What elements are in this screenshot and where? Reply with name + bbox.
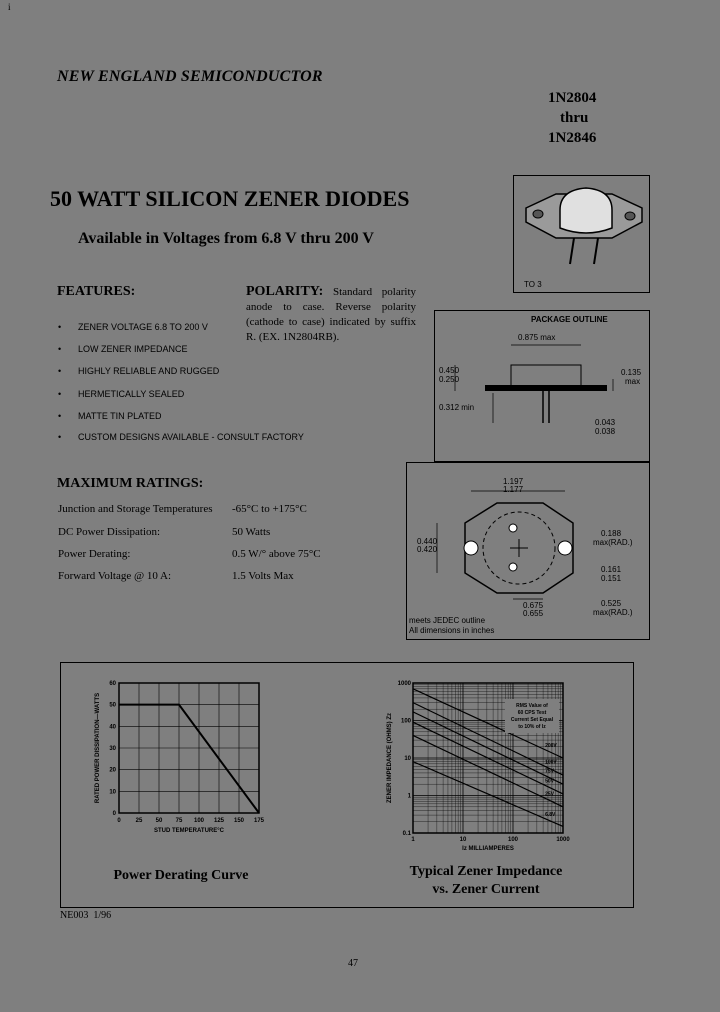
dim-body-rad-label: max(RAD.) bbox=[593, 608, 633, 617]
dim-top-width: 0.875 max bbox=[518, 333, 556, 342]
page-title: 50 WATT SILICON ZENER DIODES bbox=[50, 186, 410, 211]
part-number-to: 1N2846 bbox=[548, 130, 597, 146]
package-label: TO 3 bbox=[524, 280, 542, 289]
dimensions-note: All dimensions in inches bbox=[409, 626, 495, 635]
package-outline-box bbox=[434, 310, 650, 462]
dim-flange-unit: max bbox=[625, 377, 641, 386]
zener-impedance-chart bbox=[381, 675, 571, 859]
company-name: NEW ENGLAND SEMICONDUCTOR bbox=[57, 68, 323, 85]
page-number: 47 bbox=[348, 958, 358, 969]
dim-pin-dia-min: 0.038 bbox=[595, 427, 616, 436]
dim-pin-span-b: 0.655 bbox=[523, 609, 544, 618]
rating-value: 1.5 Volts Max bbox=[232, 570, 294, 582]
curve-label: 6.8V bbox=[545, 811, 556, 818]
curve-label: 75V bbox=[545, 768, 555, 775]
polarity-block bbox=[246, 284, 416, 345]
feature-item: • CUSTOM DESIGNS AVAILABLE - CONSULT FACTORY bbox=[58, 432, 304, 442]
feature-item: • MATTE TIN PLATED bbox=[58, 411, 162, 421]
x-tick-label: 25 bbox=[135, 818, 143, 824]
rating-value: 0.5 W/° above 75°C bbox=[232, 548, 321, 560]
y-tick-label: 20 bbox=[109, 767, 116, 774]
derating-curve bbox=[119, 705, 259, 813]
x-tick-label: 100 bbox=[193, 818, 205, 824]
x-tick-label: 0 bbox=[117, 818, 121, 824]
feature-item: • ZENER VOLTAGE 6.8 TO 200 V bbox=[58, 322, 208, 332]
legend-text: 60 CPS Test bbox=[517, 710, 547, 716]
polarity-text: Standard polarity anode to case. Reverse polarity (cathode to case) indicated by suffix R. (EX. 1N2804RB). bbox=[246, 286, 416, 343]
power-derating-chart bbox=[91, 675, 271, 855]
y-tick-label: 30 bbox=[109, 746, 116, 752]
curve-label: 100V bbox=[545, 759, 557, 766]
y-tick-label: 0.1 bbox=[402, 831, 411, 837]
footer-doc-code: NE003 1/96 bbox=[60, 910, 112, 921]
dim-pin-length: 0.312 min bbox=[439, 403, 475, 412]
y-tick-label: 60 bbox=[109, 681, 116, 687]
chart2-caption-1: Typical Zener Impedance bbox=[409, 864, 563, 879]
chart2-caption-2: vs. Zener Current bbox=[432, 882, 540, 897]
rating-label: Power Derating: bbox=[58, 548, 131, 560]
charts-box bbox=[60, 662, 634, 908]
page-subtitle: Available in Voltages from 6.8 V thru 200 V bbox=[78, 230, 374, 247]
rating-value: -65°C to +175°C bbox=[232, 503, 307, 515]
corner-mark: i bbox=[8, 2, 11, 12]
dim-ear-rad-label: max(RAD.) bbox=[593, 538, 633, 547]
y-tick-label: 0 bbox=[112, 811, 116, 817]
part-number-from: 1N2804 bbox=[548, 90, 597, 106]
dim-ear-rad: 0.188 bbox=[601, 529, 622, 538]
dim-height-min: 0.250 bbox=[439, 375, 460, 384]
x-tick-label: 150 bbox=[233, 818, 245, 824]
bottom-view-box bbox=[406, 462, 650, 640]
dim-pin-dia-max: 0.043 bbox=[595, 418, 616, 427]
y-tick-label: 1 bbox=[407, 793, 411, 800]
rating-label: Forward Voltage @ 10 A: bbox=[58, 570, 171, 582]
legend-text: RMS Value of bbox=[516, 703, 548, 709]
x-tick-label: 175 bbox=[253, 818, 265, 824]
dim-height-max: 0.450 bbox=[439, 366, 460, 375]
x-tick-label: 50 bbox=[155, 818, 163, 824]
polarity-heading: POLARITY: bbox=[246, 284, 324, 299]
y-tick-label: 1000 bbox=[397, 681, 411, 687]
y-tick-label: 10 bbox=[404, 756, 411, 762]
y-axis-title: RATED POWER DISSIPATION—WATTS bbox=[95, 692, 101, 804]
jedec-note: meets JEDEC outline bbox=[409, 616, 486, 625]
package-outline-title: PACKAGE OUTLINE bbox=[531, 315, 608, 324]
curve-label: 25V bbox=[545, 791, 555, 798]
x-tick-label: 10 bbox=[459, 837, 467, 843]
x-tick-label: 75 bbox=[175, 818, 183, 824]
chart1-caption: Power Derating Curve bbox=[113, 868, 249, 883]
x-tick-label: 1000 bbox=[556, 837, 570, 843]
legend-text: Current Set Equal bbox=[510, 717, 554, 723]
y-tick-label: 40 bbox=[109, 724, 116, 731]
dim-height-a: 0.440 bbox=[417, 537, 438, 546]
rating-value: 50 Watts bbox=[232, 526, 271, 538]
dim-pin-span-a: 0.675 bbox=[523, 601, 544, 610]
feature-item: • LOW ZENER IMPEDANCE bbox=[58, 344, 188, 354]
x-axis-title: STUD TEMPERATURE°C bbox=[154, 828, 224, 834]
y-tick-label: 50 bbox=[109, 702, 116, 709]
x-tick-label: 125 bbox=[213, 818, 225, 824]
rating-label: DC Power Dissipation: bbox=[58, 526, 161, 538]
package-image-box bbox=[513, 175, 650, 293]
max-ratings-heading: MAXIMUM RATINGS: bbox=[57, 476, 204, 491]
features-heading: FEATURES: bbox=[57, 284, 136, 299]
part-number-thru: thru bbox=[560, 110, 589, 126]
x-axis-title: Iz MILLIAMPERES bbox=[462, 846, 514, 852]
dim-height-b: 0.420 bbox=[417, 545, 438, 554]
y-axis-title: ZENER IMPEDANCE (OHMS) Zz bbox=[387, 713, 393, 803]
y-tick-label: 100 bbox=[400, 718, 411, 725]
feature-item: • HERMETICALLY SEALED bbox=[58, 389, 185, 399]
x-tick-label: 100 bbox=[507, 837, 519, 843]
legend-text: to 10% of Iz bbox=[518, 724, 546, 730]
dim-body-rad: 0.525 bbox=[601, 599, 622, 608]
dim-hole-b: 0.151 bbox=[601, 574, 622, 583]
feature-item: • HIGHLY RELIABLE AND RUGGED bbox=[58, 366, 220, 376]
dim-hole-span-b: 1.177 bbox=[503, 485, 524, 494]
y-tick-label: 10 bbox=[109, 789, 116, 796]
to3-package-picture bbox=[514, 176, 648, 291]
x-tick-label: 1 bbox=[411, 837, 415, 843]
curve-label: 50V bbox=[545, 778, 555, 785]
rating-label: Junction and Storage Temperatures bbox=[58, 503, 213, 515]
dim-hole-a: 0.161 bbox=[601, 565, 622, 574]
curve-label: 200V bbox=[545, 742, 557, 749]
dim-hole-span-a: 1.197 bbox=[503, 477, 524, 486]
dim-flange: 0.135 bbox=[621, 368, 642, 377]
